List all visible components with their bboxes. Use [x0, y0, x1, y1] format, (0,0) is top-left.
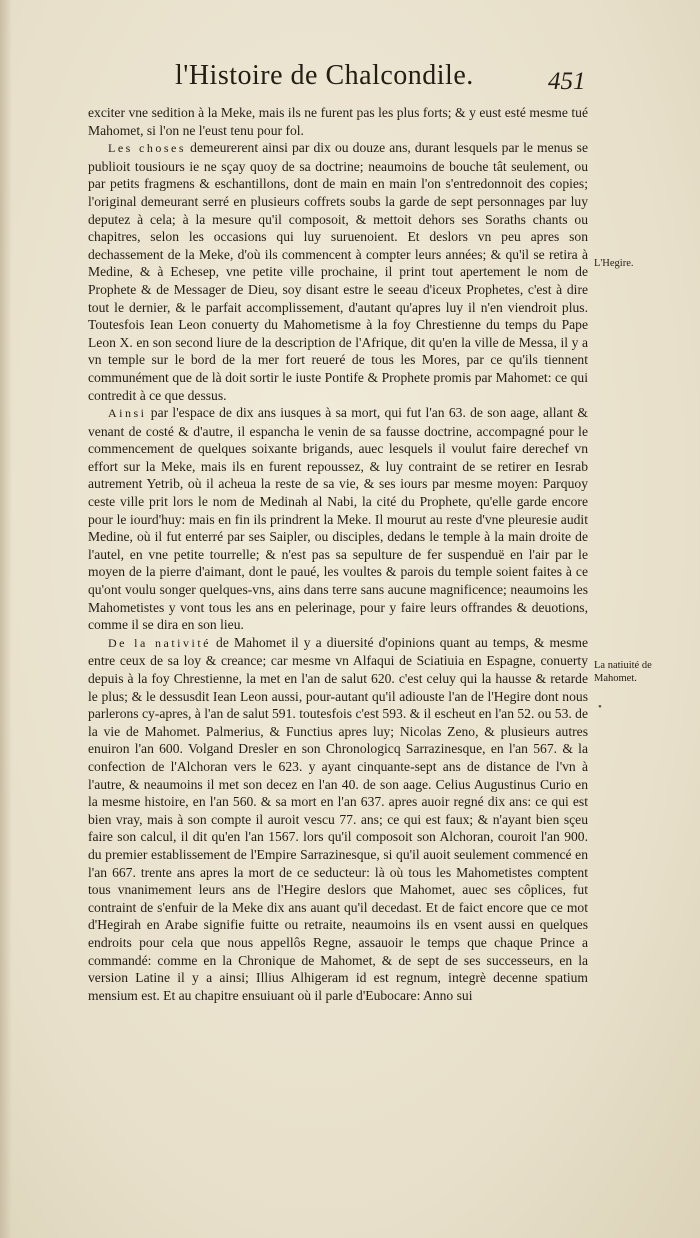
paragraph-text: par l'espace de dix ans iusques à sa mort, qui fut l'an 63. de son aage, allant & venant de costé & d'autre, il espancha le venin de sa fausse doctrine, accompagné pour le commencement de quelques soixante brigands, auec lesquels il voulut faire derechef vn effort sur la Meke, mais ils en furent repoussez, & luy contraint de se retirer en Iesrab autrement Yetrib, où il acheua la reste de sa vie, & ses iours par mesme moyen: Parquoy ceste ville prit lors le nom de Medinah al Nabi, la cité du Prophete, qu'elle garde encore pour le iourd'huy: mais en fin ils prindrent la Meke. Il mourut au reste d'vne pleuresie audit Medine, où il fut enterré par ses Saipler, ou disciples, dedans le temple à la main droite de l'autel, en vne petite tourrelle; & n'est pas sa sepulture de fer suspenduë en l'air par le moyen de la pierre d'aimant, dont le paué, les voultes & parois du temple soient faites à ce qu'ont voulu songer quelques-vns, ains dans terre sans aucune magnificence; neaumoins les Mahometistes y vont tous les ans en pelerinage, pour y faire leurs offrandes & deuotions, comme il se dira en son lieu. — [88, 405, 588, 633]
paragraph — [88, 634, 588, 1004]
page-number: 451 — [548, 68, 586, 95]
margin-note-hegire: L'Hegire. — [594, 258, 634, 269]
paragraph — [88, 139, 588, 404]
body-text — [88, 104, 588, 1004]
paragraph — [88, 104, 588, 139]
paragraph-text: demeurerent ainsi par dix ou douze ans, durant lesquels par le menus se publioit tousiours ie ne sçay quoy de sa doctrine; neaumoins de bouche tât seulement, ou par petits fragmens & eschantillons, dont de main en main l'on s'entredonnoit des copies; l'original demeurant serré en plusieurs coffrets soubs la garde de sept personnages par luy deputez à cela; à la mesure qu'il composoit, & mettoit dehors ses Soraths chants ou chapitres, selon les occasions qui luy suruenoient. Et deslors vn peu apres son dechassement de la Meke, d'où ils commencent à compter leurs années; & qu'il se retira à Medine, & à Echesep, vne petite ville prochaine, il print tout apertement le nom de Prophete & de Messager de Dieu, soy disant estre le seeau d'iceux Prophetes, c'est à dire tout le dernier, & le parfait accomplissement, d'autant qu'apres luy il n'en viendroit plus. Toutesfois Iean Leon conuerty du Mahometisme à la foy Chrestienne du temps du Pape Leon X. en son second liure de la description de l'Afrique, dit qu'en la ville de Messa, il y a vn temple sur le bord de la mer fort reueré de tous les Mores, par ce qu'ils tiennent communément que de là doit sortir le iuste Pontife & Prophete promis par Mahomet: ce qui contredit à ce que dessus. — [88, 140, 588, 403]
running-title: l'Histoire de Chalcondile. — [175, 60, 474, 91]
paragraph-text: de Mahomet il y a diuersité d'opinions quant au temps, & mesme entre ceux de sa loy & creance; car mesme vn Alfaqui de Sciatiuia en Espagne, conuerty depuis à la foy Chrestienne, la met en l'an de salut 620. c'est celuy qui la hausse & retarde le plus; & le dessusdit Iean Leon aussi, pour-autant qu'il adiouste l'an de l'Hegire dont nous parlerons cy-apres, à l'an de salut 591. toutesfois c'est 593. & il escheut en l'an 52. ou 53. de la vie de Mahomet. Palmerius, & Functius apres luy; Nicolas Zeno, & plusieurs autres enuiron l'an 600. Volgand Dresler en son Chronologicq Sarrazinesque, en l'an 567. & la confection de l'Alchoran vers le 623. y ayant cinquante-sept ans de distance de l'vn à l'autre, & neaumoins il met son decez en l'an 40. de son aage. Celius Augustinus Curio en la mesme histoire, en l'an 560. & sa mort en l'an 637. apres auoir regné dix ans: ce qui est bien vray, mais à son compte il auroit vescu 77. ans; ce qui est faux; & n'ayant bien sçeu faire son calcul, il dit qu'en l'an 1567. lors qu'il composoit son Alchoran, couroit l'an 900. du premier establissement de l'Empire Sarrazinesque, si qu'il auoit seulement commencé en l'an 667. trente ans apres la mort de ce seducteur: là où tous les Mahometistes comptent tous vnanimement leurs ans de l'Hegire deslors que Mahomet, auec ses côplices, fut contraint de s'enfuir de la Meke dix ans auant qu'il decedast. Et de faict encore que ce mot d'Hegirah en Arabe signifie fuitte ou retraite, neaumoins ils en vsent aussi en quelques endroits pour cela que nous appellôs Regne, assauoir le temps que chaque Prince a commandé: comme en la Chronique de Mahomet, & de sept de ses successeurs, en la version Latine il y a ainsi; Illius Alhigeram id est regnum, integrè decenne spatium mensium est. Et au chapitre ensuiuant où il parle d'Eubocare: Anno sui — [88, 634, 588, 1003]
paragraph-lead: Ainsi — [108, 406, 147, 421]
paragraph-lead: Les choses — [108, 141, 187, 156]
paragraph-lead: De la nativité — [108, 635, 211, 650]
paragraph — [88, 404, 588, 634]
margin-bullet: • — [598, 701, 602, 713]
paragraph-text: exciter vne sedition à la Meke, mais ils ne furent pas les plus forts; & y eust esté mesme tué Mahomet, si l'on ne l'eust tenu pour fol. — [88, 105, 588, 138]
margin-note-nativite: La natiuité de Mahomet. — [594, 660, 652, 684]
